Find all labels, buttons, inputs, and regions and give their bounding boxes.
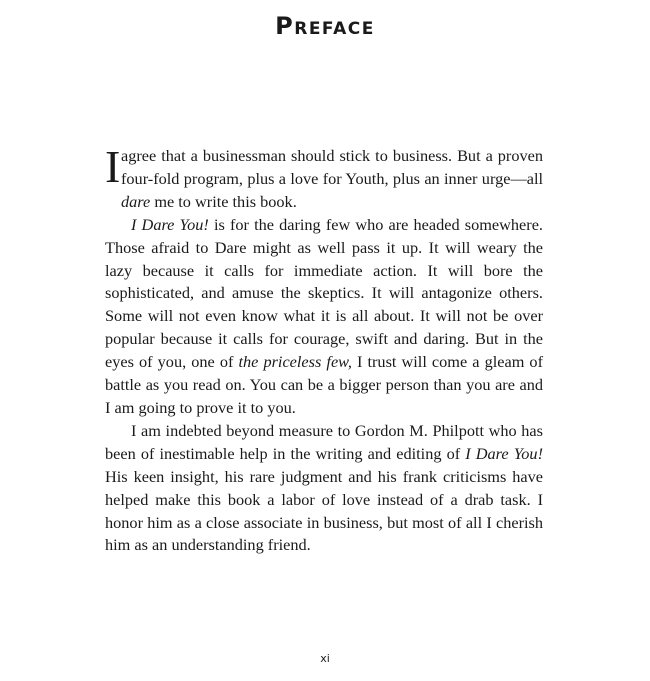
paragraph-2-book-title: I Dare You! [131, 214, 209, 234]
paragraph-1 [105, 141, 543, 214]
page-title: Preface [275, 12, 375, 40]
paragraph-3 [105, 420, 543, 557]
paragraph-1-emphasis: dare [121, 191, 151, 211]
preface-body [105, 141, 543, 557]
paragraph-2-text-a: is for the daring few who are headed somewhere. Those afraid to Dare might as well pass it up. It will weary the lazy because it calls for immediate action. It will bore the sophisticated, and amuse the skeptics. It will antagonize others. Some will not even know what it is all about. It will not be over popular because it calls for courage, swift and daring. But in the eyes of you, one of [105, 214, 543, 372]
paragraph-1-text-a: agree that a businessman should stick to business. But a proven four-fold program, plus a love for Youth, plus an inner urge—all [121, 146, 543, 188]
paragraph-2-emphasis: the priceless few, [238, 352, 352, 372]
page-number: xi [320, 652, 330, 665]
paragraph-3-book-title: I Dare You! [465, 443, 543, 463]
paragraph-3-text-a: I am indebted beyond measure to Gordon M. Philpott who has been of inestimable help in the writing and editing of [105, 420, 543, 463]
paragraph-2-text-b: I trust will come a gleam of battle as you read on. You can be a bigger person than you are and I am going to prove it to you. [105, 352, 543, 417]
paragraph-1-text-b: me to write this book. [150, 191, 297, 211]
paragraph-3-text-b: His keen insight, his rare judgment and his frank criticisms have helped make this book a labor of love instead of a drab task. I honor him as a close associate in business, but most of all I cherish him as an understanding friend. [105, 466, 543, 555]
paragraph-2 [105, 214, 543, 420]
drop-cap: I [105, 141, 121, 192]
